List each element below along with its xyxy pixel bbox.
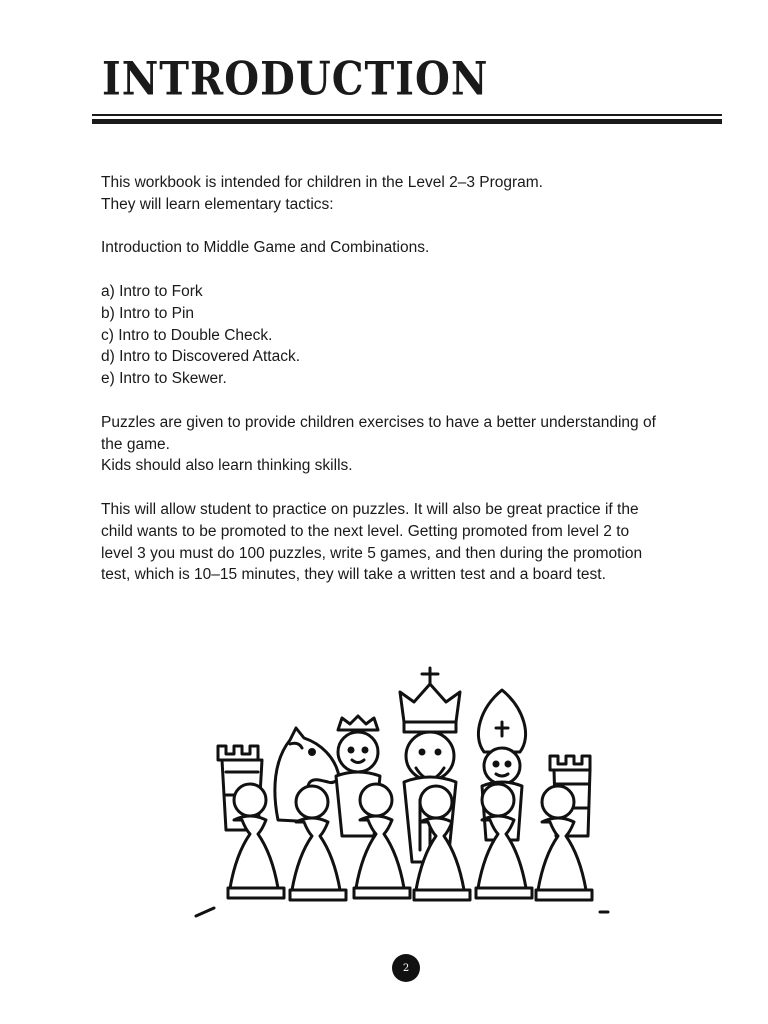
puzzles-line: the game. <box>101 435 170 453</box>
practice-line: This will allow student to practice on puzzles. It will also be great practice if the <box>101 500 639 518</box>
title-rule-thick <box>92 119 722 124</box>
practice-line: level 3 you must do 100 puzzles, write 5 games, and then during the promotion <box>101 544 643 562</box>
topic-heading: Introduction to Middle Game and Combinations. <box>101 239 430 257</box>
puzzles-line: Puzzles are given to provide children exercises to have a better understanding of <box>101 413 656 431</box>
tactic-item: d) Intro to Discovered Attack. <box>101 348 301 366</box>
intro-line: This workbook is intended for children in the Level 2–3 Program. <box>101 174 543 191</box>
page-title: INTRODUCTION <box>102 52 489 107</box>
page-number: 2 <box>392 954 420 982</box>
puzzles-line: Kids should also learn thinking skills. <box>101 457 353 475</box>
practice-line: child wants to be promoted to the next level. Getting promoted from level 2 to <box>101 522 630 540</box>
practice-line: test, which is 10–15 minutes, they will take a written test and a board test. <box>101 566 606 584</box>
tactic-item: b) Intro to Pin <box>101 304 195 322</box>
tactic-item: a) Intro to Fork <box>101 282 203 300</box>
pawn-icon <box>354 784 410 898</box>
tactic-item: e) Intro to Skewer. <box>101 370 227 388</box>
chess-pieces-illustration <box>190 660 620 930</box>
body-text <box>101 172 701 586</box>
tactic-item: c) Intro to Double Check. <box>101 326 273 344</box>
pawn-icon <box>476 784 532 898</box>
king-icon <box>400 668 460 862</box>
title-rule-thin <box>92 114 722 116</box>
intro-line: They will learn elementary tactics: <box>101 195 334 213</box>
